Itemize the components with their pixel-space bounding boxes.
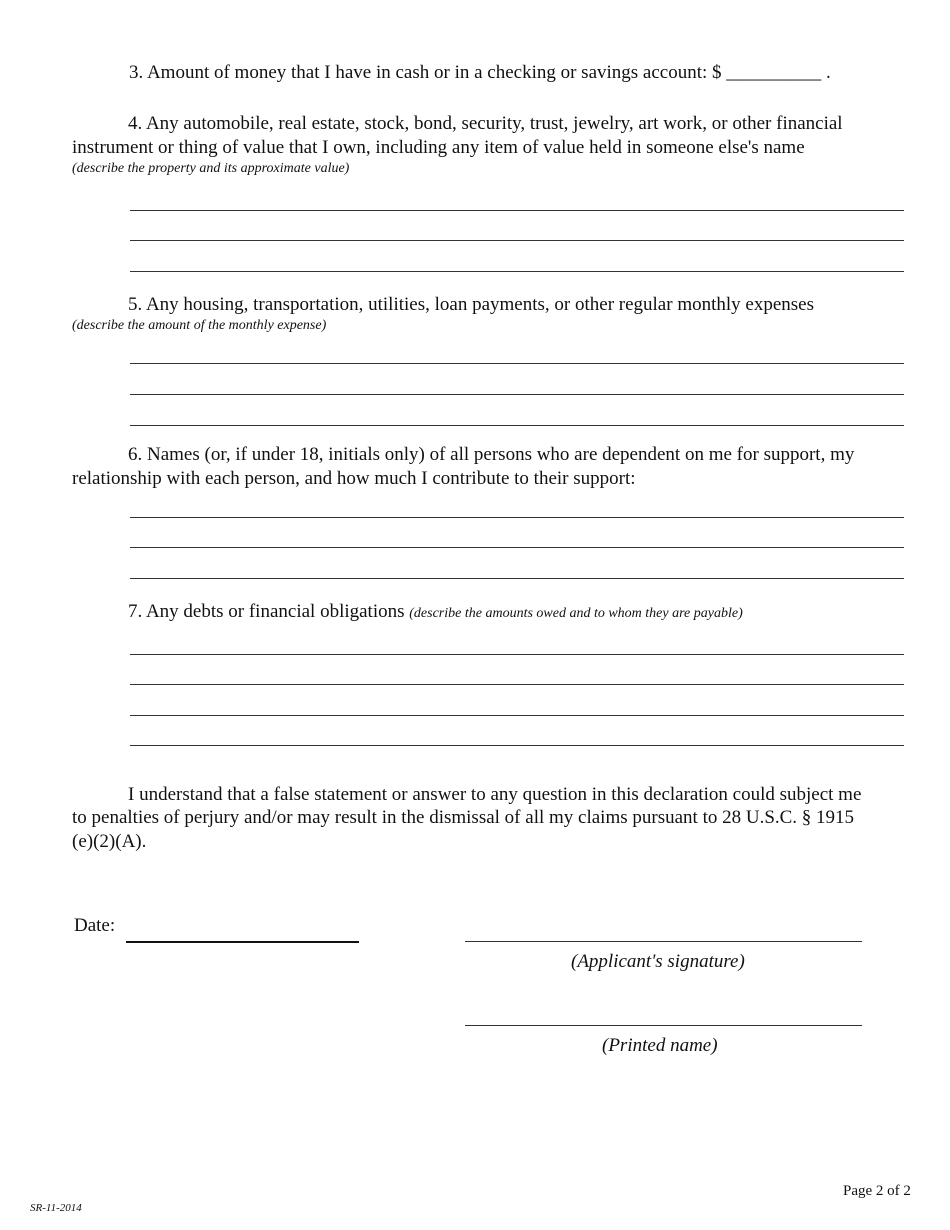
declaration-line1: I understand that a false statement or answer to any question in this declaration could subject me: [128, 784, 862, 805]
q6-answer-line-1[interactable]: [130, 517, 904, 518]
q7-answer-line-4[interactable]: [130, 745, 904, 746]
q7-answer-line-1[interactable]: [130, 654, 904, 655]
q4-answer-line-3[interactable]: [130, 271, 904, 272]
printed-name-label: (Printed name): [602, 1035, 718, 1056]
q7-answer-line-2[interactable]: [130, 684, 904, 685]
date-label: Date:: [74, 915, 116, 936]
q5-answer-line-1[interactable]: [130, 363, 904, 364]
printed-name-line[interactable]: [465, 1025, 862, 1026]
q4-answer-line-1[interactable]: [130, 210, 904, 211]
date-field-line[interactable]: [126, 941, 359, 943]
declaration-line3: (e)(2)(A).: [72, 831, 147, 852]
form-code: SR-11-2014: [30, 1202, 82, 1214]
q5-note: (describe the amount of the monthly expense): [72, 318, 327, 333]
q4-answer-line-2[interactable]: [130, 240, 904, 241]
q3-period: .: [826, 62, 831, 83]
q4-line2: instrument or thing of value that I own, including any item of value held in someone else's name: [72, 137, 805, 158]
q7-answer-line-3[interactable]: [130, 715, 904, 716]
q3-amount-blank[interactable]: __________: [726, 62, 822, 83]
q7-line: [128, 600, 743, 626]
q5-text: 5. Any housing, transportation, utilities, loan payments, or other regular monthly expenses: [128, 294, 814, 315]
q6-answer-line-3[interactable]: [130, 578, 904, 579]
q7-note: (describe the amounts owed and to whom they are payable): [409, 606, 743, 621]
q5-answer-line-2[interactable]: [130, 394, 904, 395]
q6-line1: 6. Names (or, if under 18, initials only) of all persons who are dependent on me for support, my: [128, 444, 855, 465]
q3-line: [129, 61, 831, 85]
q4-line1: 4. Any automobile, real estate, stock, bond, security, trust, jewelry, art work, or other financial: [128, 113, 843, 134]
q4-note: (describe the property and its approximate value): [72, 161, 350, 176]
q5-answer-line-3[interactable]: [130, 425, 904, 426]
applicant-signature-line[interactable]: [465, 941, 862, 942]
page-number: Page 2 of 2: [843, 1183, 911, 1199]
q6-line2: relationship with each person, and how much I contribute to their support:: [72, 468, 636, 489]
q7-text: 7. Any debts or financial obligations: [128, 601, 405, 622]
q6-answer-line-2[interactable]: [130, 547, 904, 548]
declaration-line2: to penalties of perjury and/or may result in the dismissal of all my claims pursuant to 28 U.S.C. § 1915: [72, 807, 855, 828]
applicant-signature-label: (Applicant's signature): [571, 951, 745, 972]
q3-text: 3. Amount of money that I have in cash or in a checking or savings account: $: [129, 62, 722, 83]
